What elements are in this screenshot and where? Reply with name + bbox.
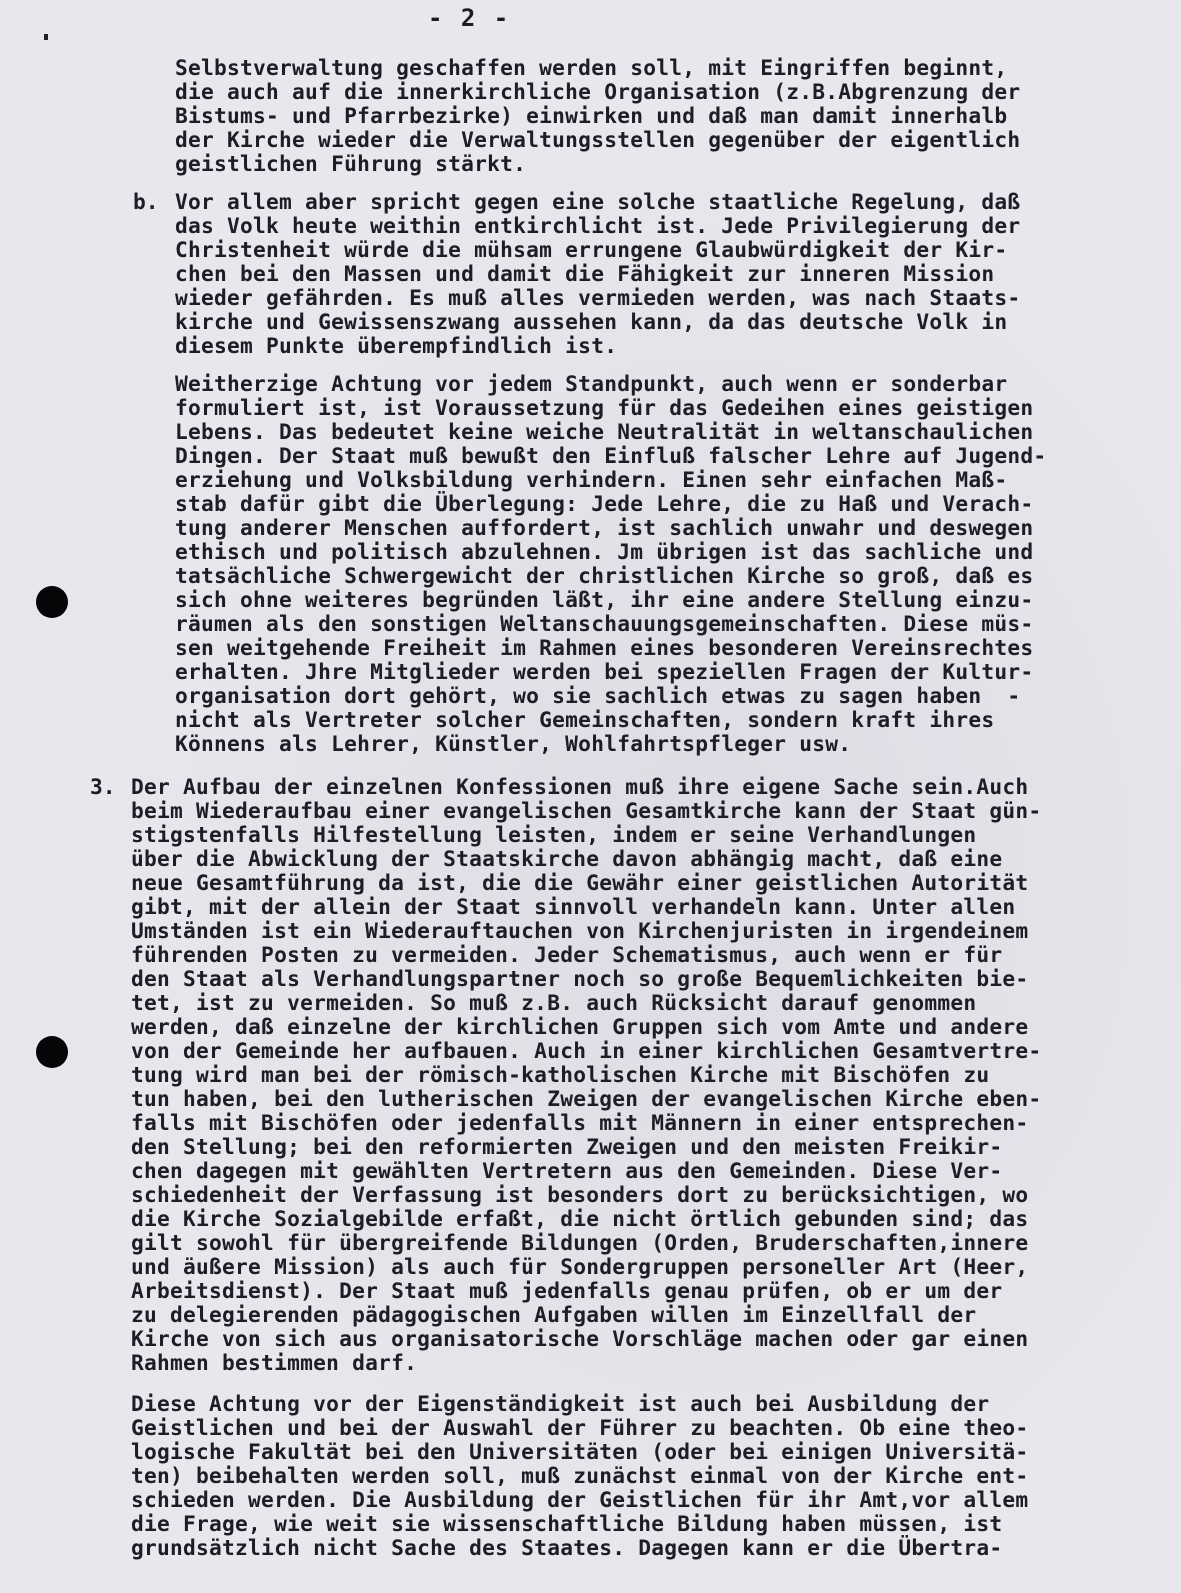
text-line: tung anderer Menschen auffordert, ist sachlich unwahr und deswegen <box>175 515 1034 540</box>
text-line: ethisch und politisch abzulehnen. Jm übrigen ist das sachliche und <box>175 539 1034 564</box>
text-line: erhalten. Jhre Mitglieder werden bei speziellen Fragen der Kultur- <box>175 659 1034 684</box>
text-line: stab dafür gibt die Überlegung: Jede Lehre, die zu Haß und Verach- <box>175 491 1034 516</box>
punch-hole-upper <box>36 586 68 618</box>
page-number: - 2 - <box>428 4 511 32</box>
text-line: beim Wiederaufbau einer evangelischen Gesamtkirche kann der Staat gün- <box>131 798 1042 823</box>
text-line: Selbstverwaltung geschaffen werden soll, mit Eingriffen beginnt, <box>175 55 1008 80</box>
text-line: Weitherzige Achtung vor jedem Standpunkt, auch wenn er sonderbar <box>175 371 1008 396</box>
text-line: räumen als den sonstigen Weltanschauungsgemeinschaften. Diese müs- <box>175 611 1034 636</box>
text-line: Der Aufbau der einzelnen Konfessionen muß ihre eigene Sache sein.Auch <box>131 774 1029 799</box>
text-line: geistlichen Führung stärkt. <box>175 151 527 176</box>
text-line: gibt, mit der allein der Staat sinnvoll verhandeln kann. Unter allen <box>131 894 1016 919</box>
text-line: Dingen. Der Staat muß bewußt den Einfluß falscher Lehre auf Jugend- <box>175 443 1047 468</box>
text-line: neue Gesamtführung da ist, die die Gewähr einer geistlichen Autorität <box>131 870 1029 895</box>
text-line: über die Abwicklung der Staatskirche davon abhängig macht, daß eine <box>131 846 1003 871</box>
text-line: führenden Posten zu vermeiden. Jeder Schematismus, auch wenn er für <box>131 942 1003 967</box>
text-line: die Kirche Sozialgebilde erfaßt, die nicht örtlich gebunden sind; das <box>131 1206 1029 1231</box>
text-line: grundsätzlich nicht Sache des Staates. Dagegen kann er die Übertra- <box>131 1535 1003 1560</box>
text-line: organisation dort gehört, wo sie sachlich etwas zu sagen haben - <box>175 683 1021 708</box>
text-line: von der Gemeinde her aufbauen. Auch in einer kirchlichen Gesamtvertre- <box>131 1038 1042 1063</box>
text-line: falls mit Bischöfen oder jedenfalls mit Männern in einer entsprechen- <box>131 1110 1029 1135</box>
text-line: logische Fakultät bei den Universitäten (oder bei einigen Universitä- <box>131 1439 1029 1464</box>
text-line: chen dagegen mit gewählten Vertretern aus den Gemeinden. Diese Ver- <box>131 1158 1003 1183</box>
punch-hole-lower <box>36 1036 68 1068</box>
text-line: tatsächliche Schwergewicht der christlichen Kirche so groß, daß es <box>175 563 1034 588</box>
text-line: Lebens. Das bedeutet keine weiche Neutralität in weltanschaulichen <box>175 419 1034 444</box>
text-line: chen bei den Massen und damit die Fähigkeit zur inneren Mission <box>175 261 995 286</box>
text-line: schiedenheit der Verfassung ist besonders dort zu berücksichtigen, wo <box>131 1182 1029 1207</box>
text-line: kirche und Gewissenszwang aussehen kann, da das deutsche Volk in <box>175 309 1008 334</box>
text-line: nicht als Vertreter solcher Gemeinschaften, sondern kraft ihres <box>175 707 995 732</box>
text-line: zu delegierenden pädagogischen Aufgaben willen im Einzellfall der <box>131 1302 977 1327</box>
text-line: diesem Punkte überempfindlich ist. <box>175 333 618 358</box>
text-line: Vor allem aber spricht gegen eine solche staatliche Regelung, daß <box>175 189 1021 214</box>
text-line: erziehung und Volksbildung verhindern. Einen sehr einfachen Maß- <box>175 467 1008 492</box>
text-line: wieder gefährden. Es muß alles vermieden werden, was nach Staats- <box>175 285 1021 310</box>
text-line: ten) beibehalten werden soll, muß zunächst einmal von der Kirche ent- <box>131 1463 1029 1488</box>
text-line: Könnens als Lehrer, Künstler, Wohlfahrtspfleger usw. <box>175 731 852 756</box>
text-line: Christenheit würde die mühsam errungene Glaubwürdigkeit der Kir- <box>175 237 1008 262</box>
text-line: der Kirche wieder die Verwaltungsstellen gegenüber der eigentlich <box>175 127 1021 152</box>
text-line: die Frage, wie weit sie wissenschaftliche Bildung haben müssen, ist <box>131 1511 1003 1536</box>
text-line: den Stellung; bei den reformierten Zweigen und den meisten Freikir- <box>131 1134 1003 1159</box>
text-line: werden, daß einzelne der kirchlichen Gruppen sich vom Amte und andere <box>131 1014 1029 1039</box>
text-line: Diese Achtung vor der Eigenständigkeit ist auch bei Ausbildung der <box>131 1391 990 1416</box>
section-label-3: 3. <box>90 774 116 799</box>
text-line: Kirche von sich aus organisatorische Vorschläge machen oder gar einen <box>131 1326 1029 1351</box>
text-line: stigstenfalls Hilfestellung leisten, indem er seine Verhandlungen <box>131 822 977 847</box>
margin-tick-mark <box>44 34 48 40</box>
text-line: tun haben, bei den lutherischen Zweigen der evangelischen Kirche eben- <box>131 1086 1042 1111</box>
text-line: Umständen ist ein Wiederauftauchen von Kirchenjuristen in irgendeinem <box>131 918 1029 943</box>
text-line: tet, ist zu vermeiden. So muß z.B. auch Rücksicht darauf genommen <box>131 990 977 1015</box>
text-line: Geistlichen und bei der Auswahl der Führer zu beachten. Ob eine theo- <box>131 1415 1029 1440</box>
text-line: schieden werden. Die Ausbildung der Geistlichen für ihr Amt,vor allem <box>131 1487 1029 1512</box>
text-line: und äußere Mission) als auch für Sondergruppen personeller Art (Heer, <box>131 1254 1029 1279</box>
text-line: den Staat als Verhandlungspartner noch so große Bequemlichkeiten bie- <box>131 966 1029 991</box>
text-line: sich ohne weiteres begründen läßt, ihr eine andere Stellung einzu- <box>175 587 1034 612</box>
text-line: formuliert ist, ist Voraussetzung für das Gedeihen eines geistigen <box>175 395 1034 420</box>
text-line: Arbeitsdienst). Der Staat muß jedenfalls genau prüfen, ob er um der <box>131 1278 1003 1303</box>
text-line: sen weitgehende Freiheit im Rahmen eines besonderen Vereinsrechtes <box>175 635 1034 660</box>
text-line: gilt sowohl für übergreifende Bildungen (Orden, Bruderschaften,innere <box>131 1230 1029 1255</box>
text-line: tung wird man bei der römisch-katholischen Kirche mit Bischöfen zu <box>131 1062 990 1087</box>
text-line: Bistums- und Pfarrbezirke) einwirken und daß man damit innerhalb <box>175 103 1008 128</box>
text-line: die auch auf die innerkirchliche Organisation (z.B.Abgrenzung der <box>175 79 1021 104</box>
section-label-b: b. <box>133 189 159 214</box>
text-line: das Volk heute weithin entkirchlicht ist. Jede Privilegierung der <box>175 213 1021 238</box>
text-line: Rahmen bestimmen darf. <box>131 1350 418 1375</box>
